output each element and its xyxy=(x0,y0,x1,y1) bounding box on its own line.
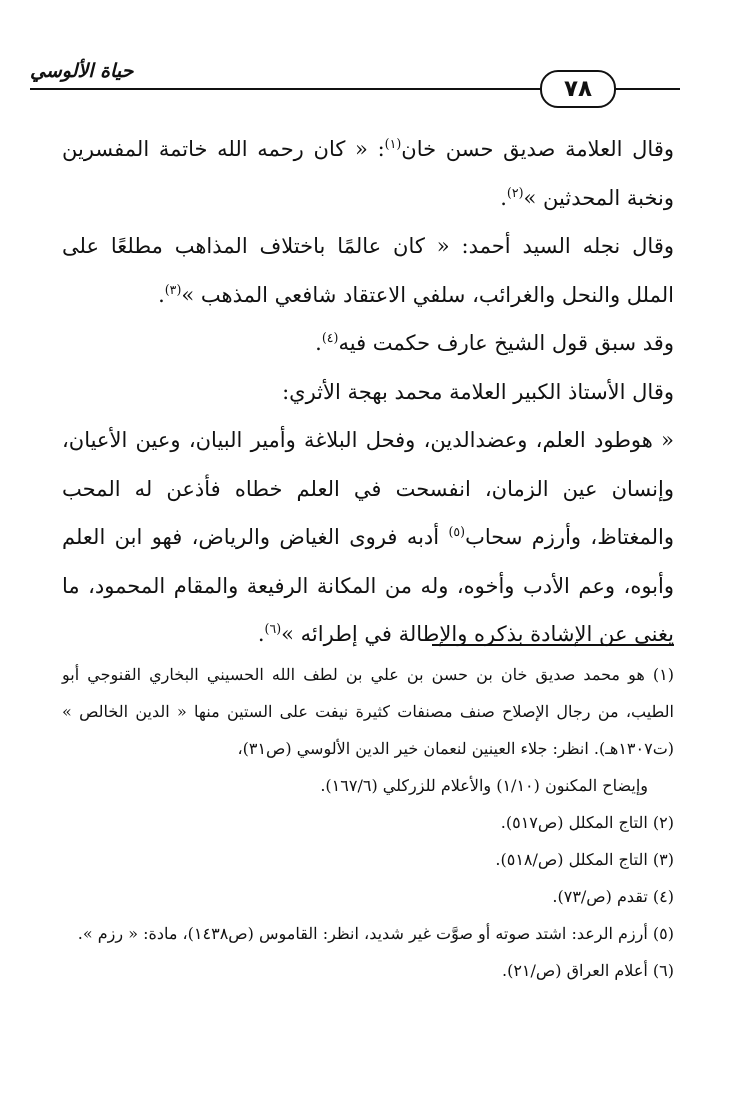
footnote-ref: (٥) xyxy=(448,524,466,539)
footnote-ref: (٢) xyxy=(506,184,524,200)
footnote: (٦) أعلام العراق (ص/٢١). xyxy=(501,961,674,980)
page-number: ٧٨ xyxy=(540,70,616,108)
paragraph: وقال نجله السيد أحمد: « كان عالمًا باختلاف المذاهب مطلعًا على الملل والنحل والغرائب، سلفي الاعتقاد شافعي المذهب »$^{(٣)}$. xyxy=(62,234,674,307)
footnote-ref: (٤) xyxy=(321,330,339,345)
running-title: حياة الألوسي xyxy=(30,60,134,82)
footnote: (٣) التاج المكلل (ص/٥١٨). xyxy=(495,850,674,869)
footnote: (٥) أرزم الرعد: اشتد صوته أو صوَّت غير شديد، انظر: القاموس (ص١٤٣٨)، مادة: « رزم ». xyxy=(77,924,674,943)
footnotes xyxy=(62,656,674,989)
footnote-continuation: وإيضاح المكنون (١/١٠) والأعلام للزركلي (١٦٧/٦). xyxy=(320,776,648,795)
footnote: (١) هو محمد صديق خان بن حسن بن علي بن لطف الله الحسيني البخاري القنوجي أبو الطيب، من رجال الإصلاح صنف مصنفات كثيرة نيفت على الستين منها « الدين الخالص » (ت١٣٠٧هـ). انظر: جلاء العينين لنعمان خير الدين الألوسي (ص٣١)، xyxy=(62,665,674,758)
footnote-separator xyxy=(432,644,674,646)
footnote-ref: (٦) xyxy=(264,621,282,636)
quotation: « هوطود العلم، وعضدالدين، وفحل البلاغة وأمير البيان، وعين الأعيان، وإنسان عين الزمان، انفسحت في العلم خطاه فأذعن له المحب والمغتاظ، وأرزم سحاب$^{(٥)}$ أدبه فروى الغياض والرياض، فهو ابن العلم وأبوه، وعم الأدب وأخوه، وله من المكانة الرفيعة والمقام المحمود، ما يغني عن الإشادة بذكره والإطالة في إطرائه »$^{(٦)}$. xyxy=(62,428,674,646)
footnote-ref: (٣) xyxy=(164,281,182,297)
paragraph: وقال العلامة صديق حسن خان$^{(١)}$: « كان رحمه الله خاتمة المفسرين ونخبة المحدثين »$^{(٢)}$. xyxy=(62,136,675,210)
footnote: (٢) التاج المكلل (ص٥١٧). xyxy=(500,813,674,832)
main-text xyxy=(62,125,674,659)
paragraph: وقد سبق قول الشيخ عارف حكمت فيه$^{(٤)}$. xyxy=(315,330,674,355)
paragraph: وقال الأستاذ الكبير العلامة محمد بهجة الأثري: xyxy=(282,379,674,404)
footnote-ref: (١) xyxy=(384,136,402,151)
footnote: (٤) تقدم (ص/٧٣). xyxy=(552,887,674,906)
